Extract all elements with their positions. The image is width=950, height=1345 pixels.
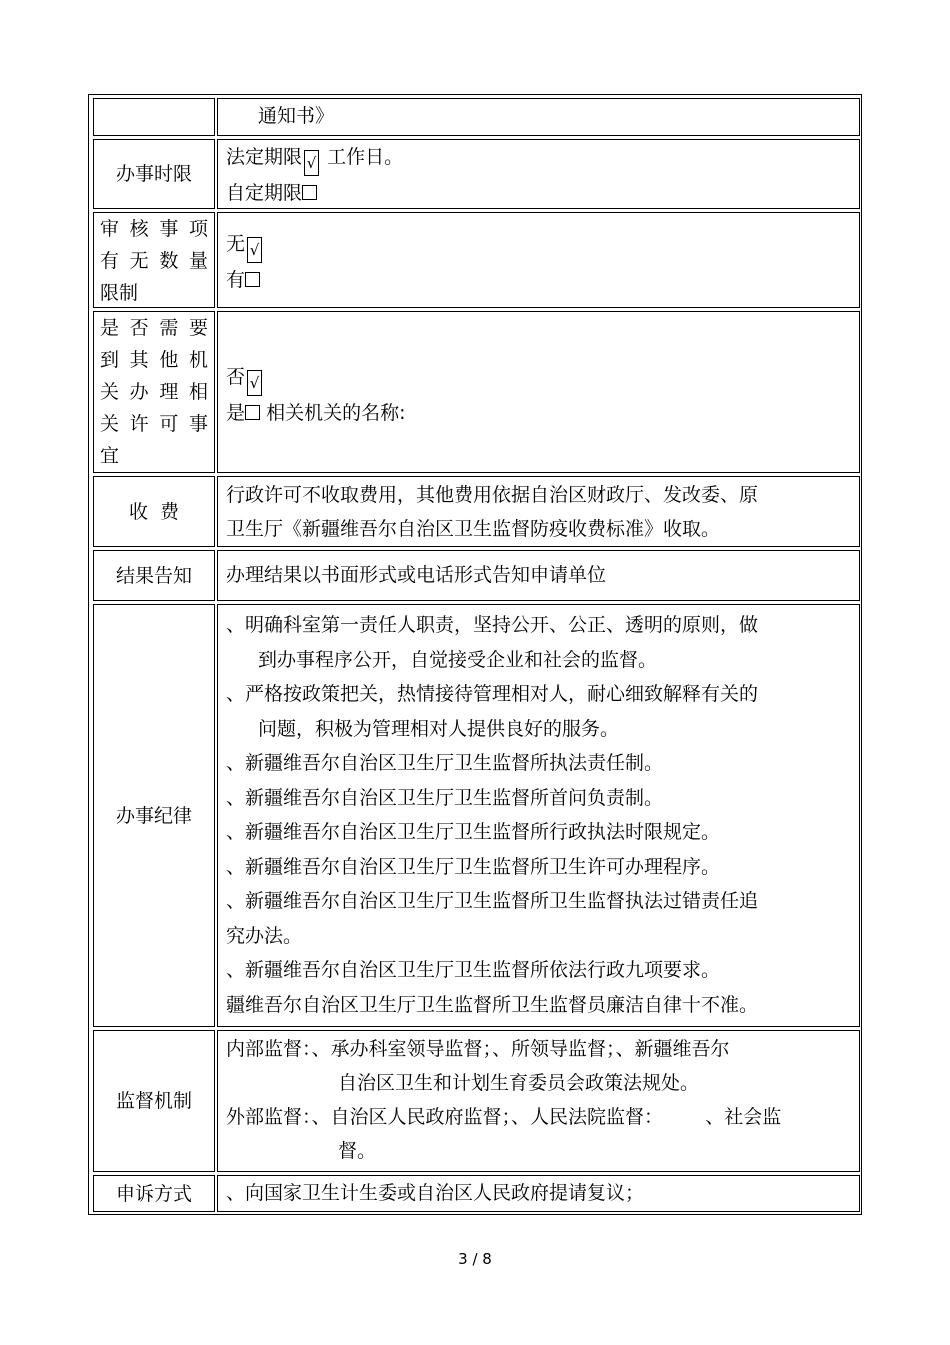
legal-limit-checkbox[interactable]: √: [304, 150, 319, 176]
service-info-table: [88, 94, 862, 1215]
other-agency-no-checkbox[interactable]: √: [247, 370, 262, 396]
quantity-yes-line: [226, 263, 851, 297]
other-agency-no-line: [226, 360, 851, 396]
other-agency-label-line-2: 到其他机: [100, 349, 208, 371]
discipline-item-2-cont: 问题，积极为管理相对人提供良好的服务。: [258, 717, 620, 740]
page-number: 3 / 8: [458, 1250, 492, 1268]
time-limit-value-cell: [217, 139, 860, 209]
other-agency-label-line-1: 是否需要: [100, 317, 208, 339]
result-value-cell: [217, 550, 860, 601]
discipline-item-3: 、新疆维吾尔自治区卫生厅卫生监督所执法责任制。: [226, 752, 664, 774]
quantity-label-line-3: 限制: [100, 282, 139, 304]
result-label-cell: [93, 550, 215, 601]
other-agency-label-cell: [93, 311, 215, 473]
notice-value: 通知书》: [258, 105, 335, 127]
other-agency-no-text: 否: [226, 366, 246, 388]
time-limit-label-cell: [93, 139, 215, 209]
discipline-item-1-cont: 到办事程序公开，自觉接受企业和社会的监督。: [258, 648, 658, 671]
appeal-value-cell: [217, 1175, 860, 1212]
external-supervision-line: 外部监督：、自治区人民政府监督；、人民法院监督： 、社会监: [226, 1106, 782, 1128]
other-agency-yes-text: 是: [226, 402, 246, 424]
other-agency-yes-line: [226, 396, 851, 430]
quantity-value-cell: [217, 212, 860, 308]
appeal-label-cell: [93, 1175, 215, 1212]
discipline-label: 办事纪律: [115, 804, 192, 827]
quantity-label-line-1: 审核事项: [100, 218, 208, 240]
other-agency-value-cell: [217, 311, 860, 473]
supervision-label: 监督机制: [115, 1090, 192, 1112]
supervision-label-cell: [93, 1030, 215, 1172]
discipline-item-1: 、明确科室第一责任人职责，坚持公开、公正、透明的原则，做: [226, 614, 759, 636]
discipline-label-cell: [93, 604, 215, 1027]
discipline-item-8: 、新疆维吾尔自治区卫生厅卫生监督所依法行政九项要求。: [226, 959, 721, 981]
discipline-item-7-cont: 究办法。: [226, 924, 303, 947]
notice-label-cell: [93, 98, 215, 136]
discipline-item-6: 、新疆维吾尔自治区卫生厅卫生监督所卫生许可办理程序。: [226, 855, 721, 878]
quantity-no-checkbox[interactable]: √: [247, 237, 262, 263]
legal-limit-line: [226, 140, 851, 176]
result-value: 办理结果以书面形式或电话形式告知申请单位: [226, 564, 607, 586]
discipline-value-cell: [217, 604, 860, 1027]
quantity-no-text: 无: [226, 233, 246, 255]
appeal-label: 申诉方式: [115, 1182, 192, 1205]
self-limit-line: [226, 176, 851, 210]
discipline-item-9: 疆维吾尔自治区卫生厅卫生监督所卫生监督员廉洁自律十不准。: [226, 993, 759, 1016]
other-agency-label-line-3: 关办理相: [100, 381, 208, 403]
fees-line-2: 卫生厅《新疆维吾尔自治区卫生监督防疫收费标准》收取。: [226, 518, 721, 540]
self-limit-text: 自定期限: [226, 182, 303, 204]
notice-value-cell: [217, 98, 860, 136]
result-label: 结果告知: [115, 564, 192, 587]
quantity-no-line: [226, 227, 851, 263]
legal-limit-suffix: 工作日。: [327, 146, 404, 168]
time-limit-label: 办事时限: [115, 163, 192, 185]
other-agency-label-line-4: 关许可事: [100, 413, 208, 435]
discipline-item-2: 、严格按政策把关，热情接待管理相对人，耐心细致解释有关的: [226, 683, 759, 705]
fees-line-1: 行政许可不收取费用，其他费用依据自治区财政厅、发改委、原: [226, 484, 759, 506]
quantity-yes-text: 有: [226, 269, 246, 291]
fees-value-cell: [217, 476, 860, 547]
other-agency-name-label: 相关机关的名称:: [266, 402, 406, 424]
legal-limit-text: 法定期限: [226, 146, 303, 168]
supervision-value-cell: [217, 1030, 860, 1172]
quantity-yes-checkbox[interactable]: [245, 272, 260, 287]
fees-label-cell: [93, 476, 215, 547]
fees-label: 收 费: [128, 500, 180, 523]
quantity-label-cell: [93, 212, 215, 308]
internal-supervision-cont: 自治区卫生和计划生育委员会政策法规处。: [338, 1072, 700, 1094]
discipline-item-7: 、新疆维吾尔自治区卫生厅卫生监督所卫生监督执法过错责任追: [226, 890, 759, 912]
discipline-item-4: 、新疆维吾尔自治区卫生厅卫生监督所首问负责制。: [226, 786, 664, 809]
appeal-value: 、向国家卫生计生委或自治区人民政府提请复议；: [226, 1182, 645, 1204]
self-limit-checkbox[interactable]: [302, 185, 317, 200]
discipline-item-5: 、新疆维吾尔自治区卫生厅卫生监督所行政执法时限规定。: [226, 821, 721, 843]
other-agency-label-line-5: 宜: [100, 445, 120, 467]
other-agency-yes-checkbox[interactable]: [245, 405, 260, 420]
quantity-label-line-2: 有无数量: [100, 250, 208, 272]
external-supervision-cont: 督。: [338, 1140, 377, 1162]
internal-supervision-line: 内部监督：、承办科室领导监督；、所领导监督；、新疆维吾尔: [226, 1038, 730, 1060]
